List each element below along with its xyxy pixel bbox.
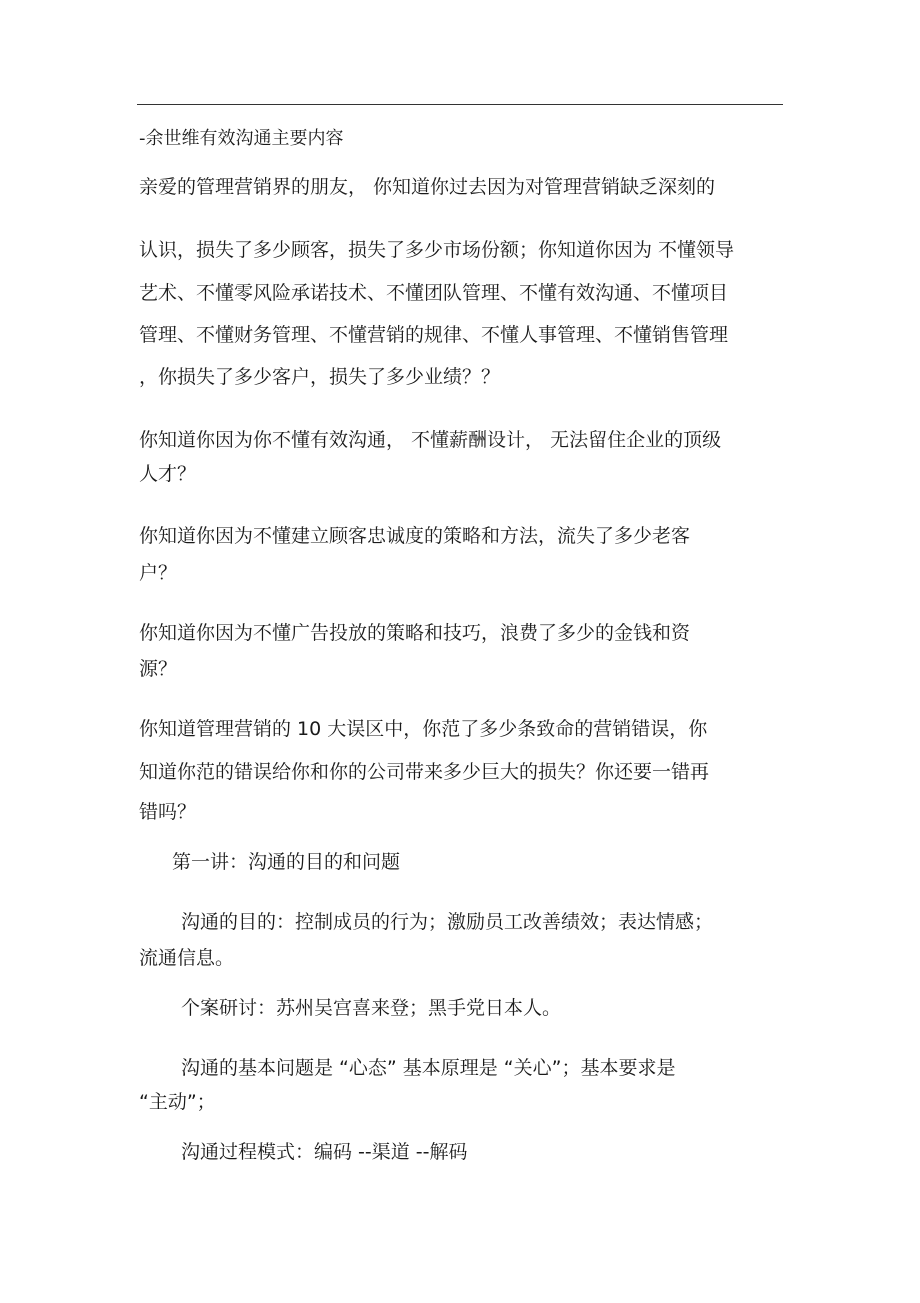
text-line: “主动”； [139,1091,216,1113]
text-line: 知道你范的错误给你和你的公司带来多少巨大的损失？你还要一错再 [139,761,710,783]
text-line: 你知道管理营销的 10 大误区中，你范了多少条致命的营销错误，你 [139,718,708,740]
text-line: ，你损失了多少客户，损失了多少业绩？？ [139,366,501,388]
text-line: 艺术、不懂零风险承诺技术、不懂团队管理、不懂有效沟通、不懂项目 [139,282,729,304]
header-rule [137,104,783,105]
text-line: 户？ [139,562,178,584]
text-line: 人才？ [139,463,197,485]
text-line: 管理、不懂财务管理、不懂营销的规律、不懂人事管理、不懂销售管理 [139,324,729,346]
text-line: 流通信息。 [139,947,235,969]
text-line: 你知道你因为不懂建立顾客忠诚度的策略和方法，流失了多少老客 [139,525,691,547]
text-line: 亲爱的管理营销界的朋友， 你知道你过去因为对管理营销缺乏深刻的 [139,176,716,198]
text-line: 认识，损失了多少顾客，损失了多少市场份额；你知道你因为 不懂领导 [139,239,735,261]
text-line: 你知道你因为不懂广告投放的策略和技巧，浪费了多少的金钱和资 [139,622,691,644]
text-line: 你知道你因为你不懂有效沟通， 不懂薪酬设计， 无法留住企业的顶级 [139,429,722,451]
text-line: 沟通的目的：控制成员的行为；激励员工改善绩效；表达情感； [181,911,714,933]
text-line: 沟通的基本问题是 “心态” 基本原理是 “关心”；基本要求是 [181,1057,676,1079]
text-line: 源？ [139,658,178,680]
text-line: 个案研讨：苏州吴宫喜来登；黑手党日本人。 [181,997,562,1019]
text-line: 错吗？ [139,801,197,823]
text-line: 第一讲：沟通的目的和问题 [172,851,401,873]
text-line: 沟通过程模式：编码 --渠道 --解码 [181,1141,468,1163]
document-title: -余世维有效沟通主要内容 [139,128,344,149]
